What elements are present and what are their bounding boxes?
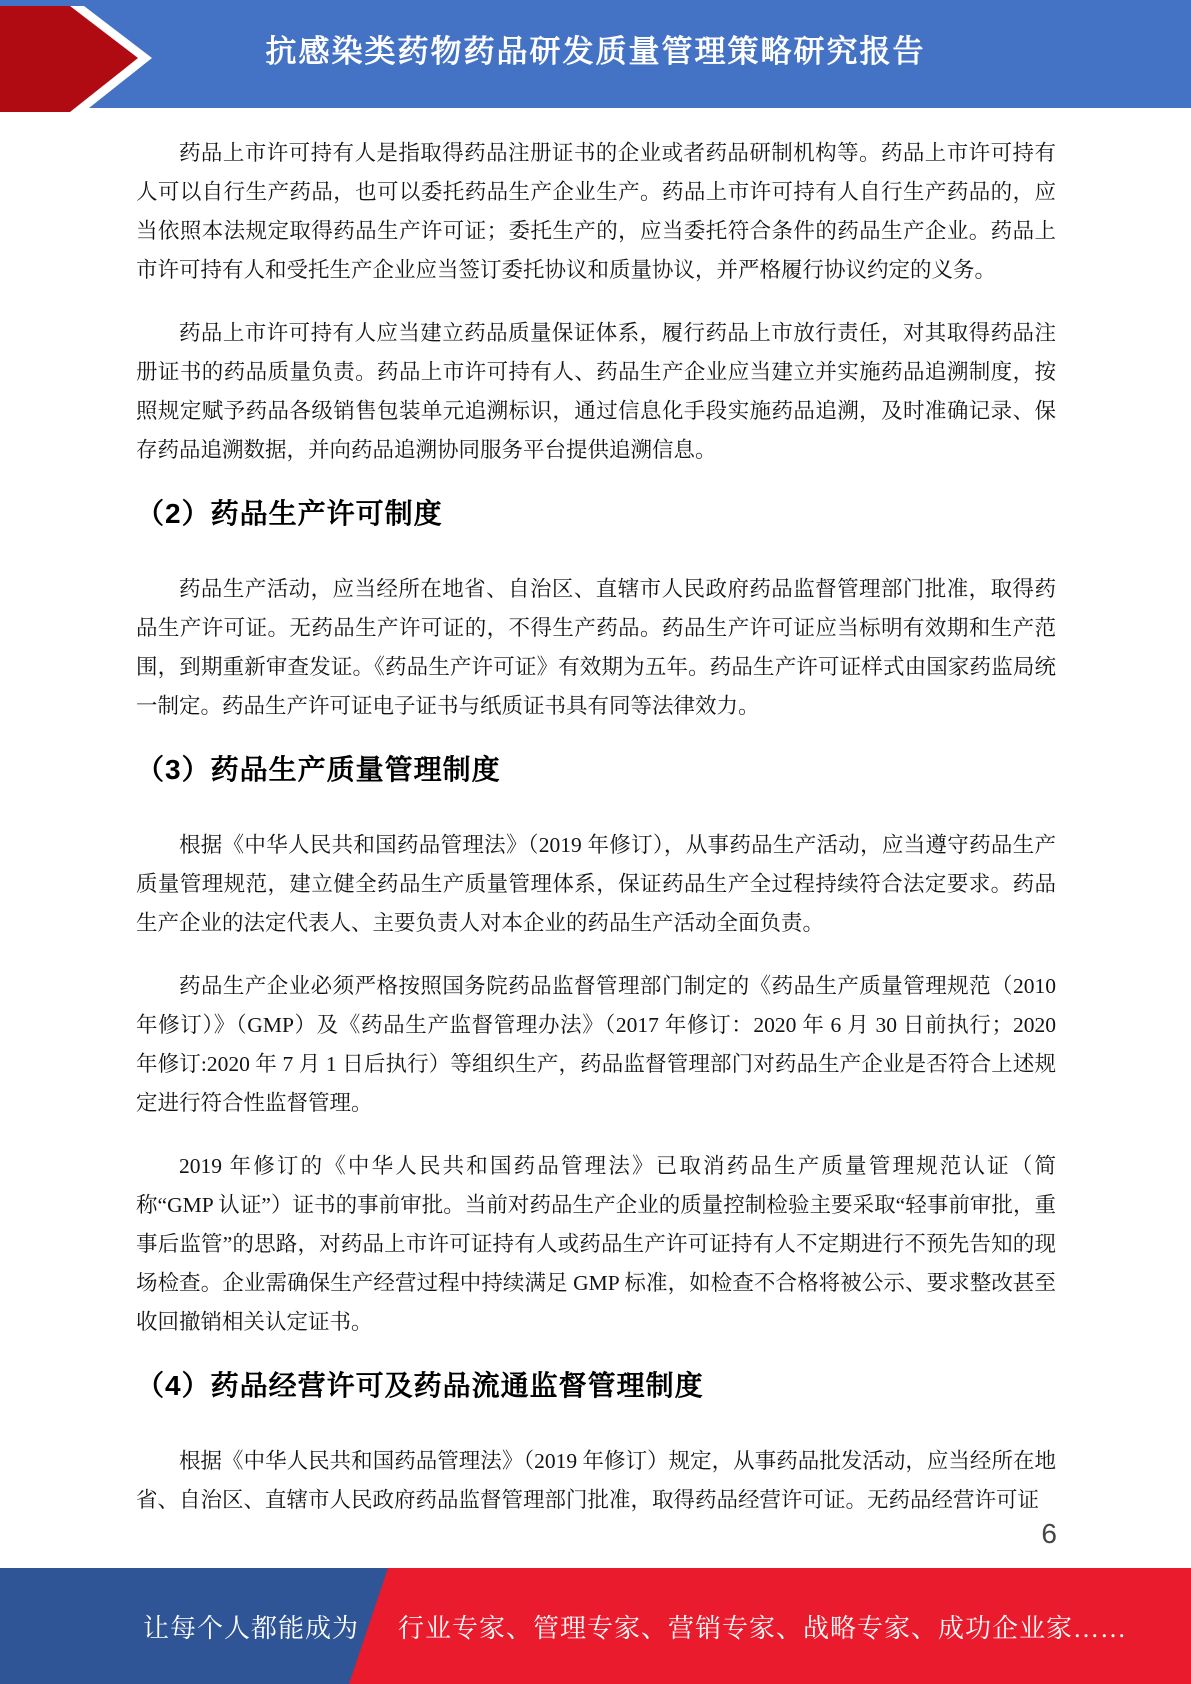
body-paragraph: 根据《中华人民共和国药品管理法》（2019 年修订）规定，从事药品批发活动，应当经所在地省、自治区、直辖市人民政府药品监督管理部门批准，取得药品经营许可证。无药品经营许可证 — [136, 1449, 1056, 1512]
section-heading: （4）药品经营许可及药品流通监督管理制度 — [136, 1370, 704, 1401]
body-paragraph: 药品生产企业必须严格按照国务院药品监督管理部门制定的《药品生产质量管理规范（2010 年修订）》（GMP）及《药品生产监督管理办法》（2017 年修订：2020 年 6 月 30 日前执行；2020 年修订:2020 年 7 月 1 日后执行）等组织生产，药品监督管理部门对药品生产企业是否符合上述规定进行符合性监督管理。 — [136, 974, 1056, 1115]
chevron-arrow-icon — [0, 0, 170, 118]
body-paragraph: 药品上市许可持有人应当建立药品质量保证体系，履行药品上市放行责任，对其取得药品注册证书的药品质量负责。药品上市许可持有人、药品生产企业应当建立并实施药品追溯制度，按照规定赋予药品各级销售包装单元追溯标识，通过信息化手段实施药品追溯，及时准确记录、保存药品追溯数据，并向药品追溯协同服务平台提供追溯信息。 — [136, 321, 1056, 462]
page-number: 6 — [1041, 1518, 1057, 1549]
footer-slogan-right: 行业专家、管理专家、营销专家、战略专家、成功企业家…… — [398, 1613, 1128, 1643]
report-title: 抗感染类药物药品研发质量管理策略研究报告 — [265, 33, 926, 69]
section-heading: （2）药品生产许可制度 — [136, 498, 443, 529]
body-paragraph: 药品生产活动，应当经所在地省、自治区、直辖市人民政府药品监督管理部门批准，取得药品生产许可证。无药品生产许可证的，不得生产药品。药品生产许可证应当标明有效期和生产范围，到期重新审查发证。《药品生产许可证》有效期为五年。药品生产许可证样式由国家药监局统一制定。药品生产许可证电子证书与纸质证书具有同等法律效力。 — [136, 577, 1056, 718]
body-paragraph: 2019 年修订的《中华人民共和国药品管理法》已取消药品生产质量管理规范认证（简称“GMP 认证”）证书的事前审批。当前对药品生产企业的质量控制检验主要采取“轻事前审批，重事后监管”的思路，对药品上市许可证持有人或药品生产许可证持有人不定期进行不预先告知的现场检查。企业需确保生产经营过程中持续满足 GMP 标准，如检查不合格将被公示、要求整改甚至收回撤销相关认定证书。 — [136, 1154, 1056, 1334]
chevron-arrow-red — [0, 6, 138, 112]
body-paragraph: 药品上市许可持有人是指取得药品注册证书的企业或者药品研制机构等。药品上市许可持有人可以自行生产药品，也可以委托药品生产企业生产。药品上市许可持有人自行生产药品的，应当依照本法规定取得药品生产许可证；委托生产的，应当委托符合条件的药品生产企业。药品上市许可持有人和受托生产企业应当签订委托协议和质量协议，并严格履行协议约定的义务。 — [136, 141, 1056, 282]
body-paragraph: 根据《中华人民共和国药品管理法》（2019 年修订），从事药品生产活动，应当遵守药品生产质量管理规范，建立健全药品生产质量管理体系，保证药品生产全过程持续符合法定要求。药品生产企业的法定代表人、主要负责人对本企业的药品生产活动全面负责。 — [136, 833, 1056, 935]
header-banner — [0, 0, 1191, 108]
section-heading: （3）药品生产质量管理制度 — [136, 754, 501, 785]
document-body — [136, 108, 1056, 1544]
footer-slogan-left: 让每个人都能成为 — [143, 1613, 360, 1643]
footer-banner — [0, 1568, 1191, 1684]
